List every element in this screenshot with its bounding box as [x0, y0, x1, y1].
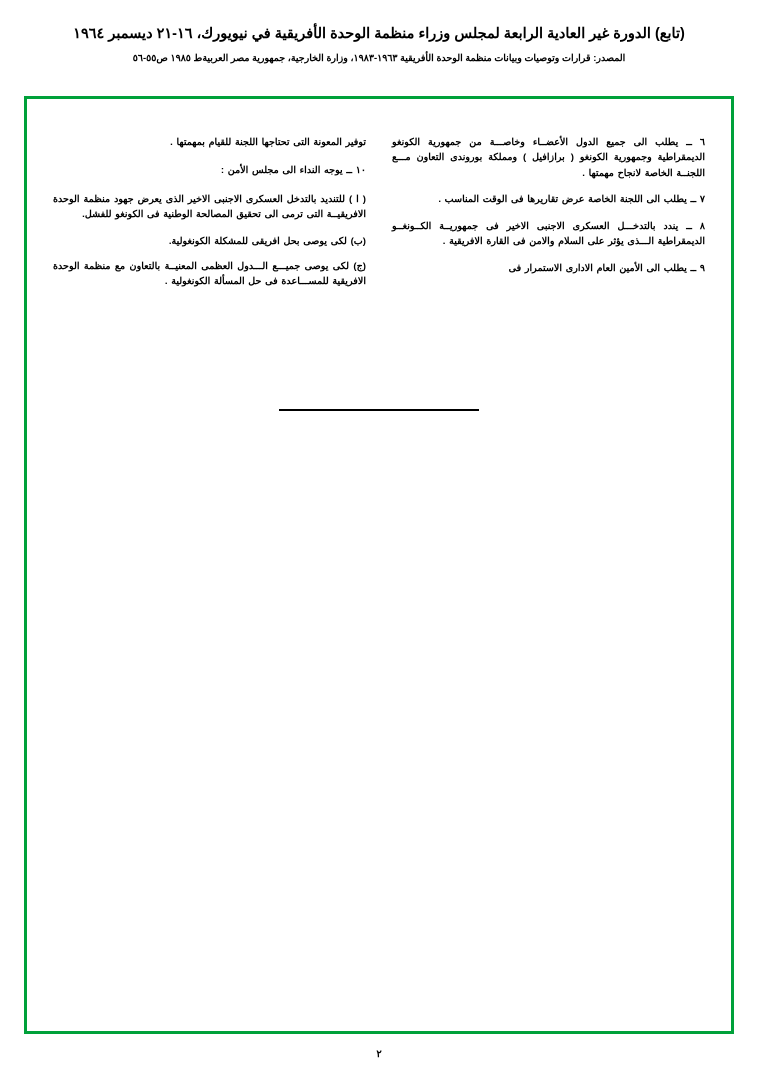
paragraph: (ج) لكى يوصى جميـــع الـــدول العظمى المعنيــة بالتعاون مع منظمة الوحدة الافريقية للمســـاعدة فى حل المسألة الكونغولية .: [53, 260, 366, 288]
paragraph: (ب) لكى يوصى بحل افريقى للمشكلة الكونغولية.: [168, 235, 366, 247]
paragraph: ٩ ــ يطلب الى الأمين العام الادارى الاستمرار فى: [508, 262, 705, 274]
left-column: [53, 125, 366, 301]
content-frame: [24, 96, 734, 1034]
paragraph: ( ا ) للتنديد بالتدخل العسكرى الاجنبى الاخير الذى يعرض جهود منظمة الوحدة الافريقيــة التى ترمى الى تحقيق المصالحة الوطنية فى الكونغو للفشل.: [53, 193, 366, 221]
paragraph: ١٠ ــ يوجه النداء الى مجلس الأمن :: [220, 165, 366, 177]
paragraph: ٨ ــ يندد بالتدخـــل العسكرى الاجنبى الاخير فى جمهوريــة الكــونغــو الديمقراطية الـــذى يؤثر على السلام والامن فى القارة الافريقية .: [392, 220, 705, 248]
two-column-body: [53, 125, 705, 301]
page-number: ٢: [376, 1049, 382, 1060]
horizontal-rule: [27, 409, 731, 411]
page-title: (تابع) الدورة غير العادية الرابعة لمجلس وزراء منظمة الوحدة الأفريقية في نيويورك، ١٦-٢١ ديسمبر ١٩٦٤: [73, 26, 685, 42]
paragraph: ٦ ــ يطلب الى جميع الدول الأعضــاء وخاصـــة من جمهورية الكونغو الديمقراطية وجمهورية الكونغو ( برازافيل ) ومملكة بوروندى التعاون مـــع اللجنــة الخاصة لانجاح مهمتها .: [392, 136, 705, 179]
document-header: [0, 24, 758, 64]
right-column: [392, 125, 705, 301]
rule-line: [279, 409, 479, 411]
source-line: المصدر: ‏قرارات وتوصيات وبيانات منظمة الوحدة الأفريقية ١٩٦٣-١٩٨٣، وزارة الخارجية، جمهورية مصر العربية‏ط ١٩٨٥ ص٥٥-٥٦: [132, 53, 626, 65]
paragraph: ٧ ــ يطلب الى اللجنة الخاصة عرض تقاريرها فى الوقت المناسب .: [438, 194, 705, 206]
paragraph: توفير المعونة التى تحتاجها اللجنة للقيام بمهمتها .: [170, 136, 366, 148]
